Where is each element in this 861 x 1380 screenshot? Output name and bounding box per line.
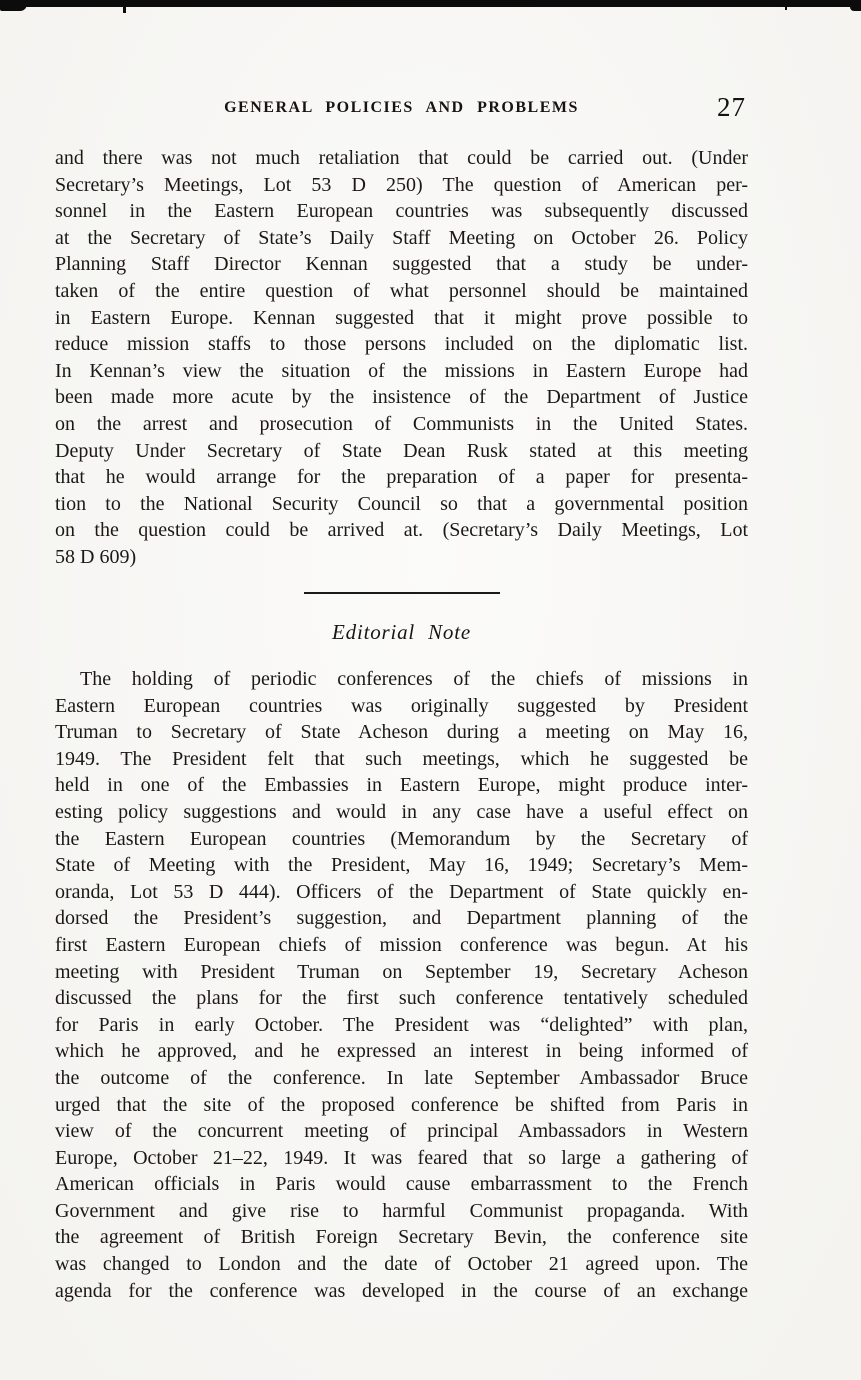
text-line: the outcome of the conference. In late September Ambassador Bruce (55, 1066, 748, 1089)
text-line: The holding of periodic conferences of the chiefs of missions in (80, 668, 748, 690)
editorial-note-heading: Editorial Note (332, 620, 471, 644)
text-line: Truman to Secretary of State Acheson during a meeting on May 16, (55, 721, 748, 744)
text-line: State of Meeting with the President, May 16, 1949; Secretary’s Mem- (55, 854, 748, 877)
body-paragraph-2 (55, 666, 748, 1304)
text-line: urged that the site of the proposed conference be shifted from Paris in (55, 1093, 748, 1116)
text-line: Eastern European countries was originally suggested by President (55, 694, 748, 717)
text-line: held in one of the Embassies in Eastern Europe, might produce inter- (55, 774, 748, 797)
text-line: 58 D 609) (55, 545, 137, 568)
text-line: the agreement of British Foreign Secretary Bevin, the conference site (55, 1226, 748, 1249)
text-line: sonnel in the Eastern European countries was subsequently discussed (55, 200, 748, 223)
text-line: at the Secretary of State’s Daily Staff Meeting on October 26. Policy (55, 226, 748, 249)
text-line: was changed to London and the date of October 21 agreed upon. The (55, 1253, 748, 1276)
text-line: 1949. The President felt that such meetings, which he suggested be (55, 747, 748, 770)
page-number: 27 (717, 92, 746, 122)
text-line: on the arrest and prosecution of Communists in the United States. (55, 412, 748, 435)
text-line: Planning Staff Director Kennan suggested that a study be under- (55, 253, 748, 276)
text-line: reduce mission staffs to those persons included on the diplomatic list. (55, 333, 748, 356)
text-line: on the question could be arrived at. (Secretary’s Daily Meetings, Lot (55, 519, 748, 542)
text-line: in Eastern Europe. Kennan suggested that it might prove possible to (55, 306, 748, 329)
text-line: oranda, Lot 53 D 444). Officers of the Department of State quickly en- (55, 880, 748, 903)
scan-edge-artifact (0, 1, 27, 11)
text-line: Deputy Under Secretary of State Dean Rusk stated at this meeting (55, 439, 748, 462)
text-line: In Kennan’s view the situation of the missions in Eastern Europe had (55, 359, 748, 382)
text-line: the Eastern European countries (Memorandum by the Secretary of (55, 827, 748, 850)
text-line: first Eastern European chiefs of mission conference was begun. At his (55, 933, 748, 956)
scan-edge-bar (0, 0, 861, 7)
text-line: dorsed the President’s suggestion, and Department planning of the (55, 907, 748, 930)
text-line: Government and give rise to harmful Communist propaganda. With (55, 1199, 748, 1222)
text-line: and there was not much retaliation that could be carried out. (Under (55, 147, 748, 169)
body-paragraph-1 (55, 145, 748, 571)
text-line: esting policy suggestions and would in any case have a useful effect on (55, 800, 748, 823)
text-line: Secretary’s Meetings, Lot 53 D 250) The question of American per- (55, 173, 748, 196)
text-line: been made more acute by the insistence of the Department of Justice (55, 386, 748, 409)
text-line: American officials in Paris would cause embarrassment to the French (55, 1173, 748, 1196)
text-line: taken of the entire question of what personnel should be maintained (55, 279, 748, 302)
scan-edge-artifact (850, 2, 861, 11)
running-header-title: GENERAL POLICIES AND PROBLEMS (224, 99, 579, 116)
text-line: tion to the National Security Council so that a governmental position (55, 492, 748, 515)
text-line: view of the concurrent meeting of principal Ambassadors in Western (55, 1120, 748, 1143)
text-line: discussed the plans for the first such conference tentatively scheduled (55, 987, 748, 1010)
scan-edge-artifact (785, 0, 787, 10)
section-divider (55, 592, 748, 594)
text-line: meeting with President Truman on September 19, Secretary Acheson (55, 960, 748, 983)
page-header (55, 92, 748, 122)
text-line: Europe, October 21–22, 1949. It was feared that so large a gathering of (55, 1146, 748, 1169)
text-line: for Paris in early October. The President was “delighted” with plan, (55, 1013, 748, 1036)
text-line: that he would arrange for the preparation of a paper for presenta- (55, 466, 748, 489)
text-line: agenda for the conference was developed in the course of an exchange (55, 1279, 748, 1302)
scan-edge-artifact (123, 0, 126, 13)
divider-rule (304, 592, 500, 594)
text-line: which he approved, and he expressed an interest in being informed of (55, 1040, 748, 1063)
